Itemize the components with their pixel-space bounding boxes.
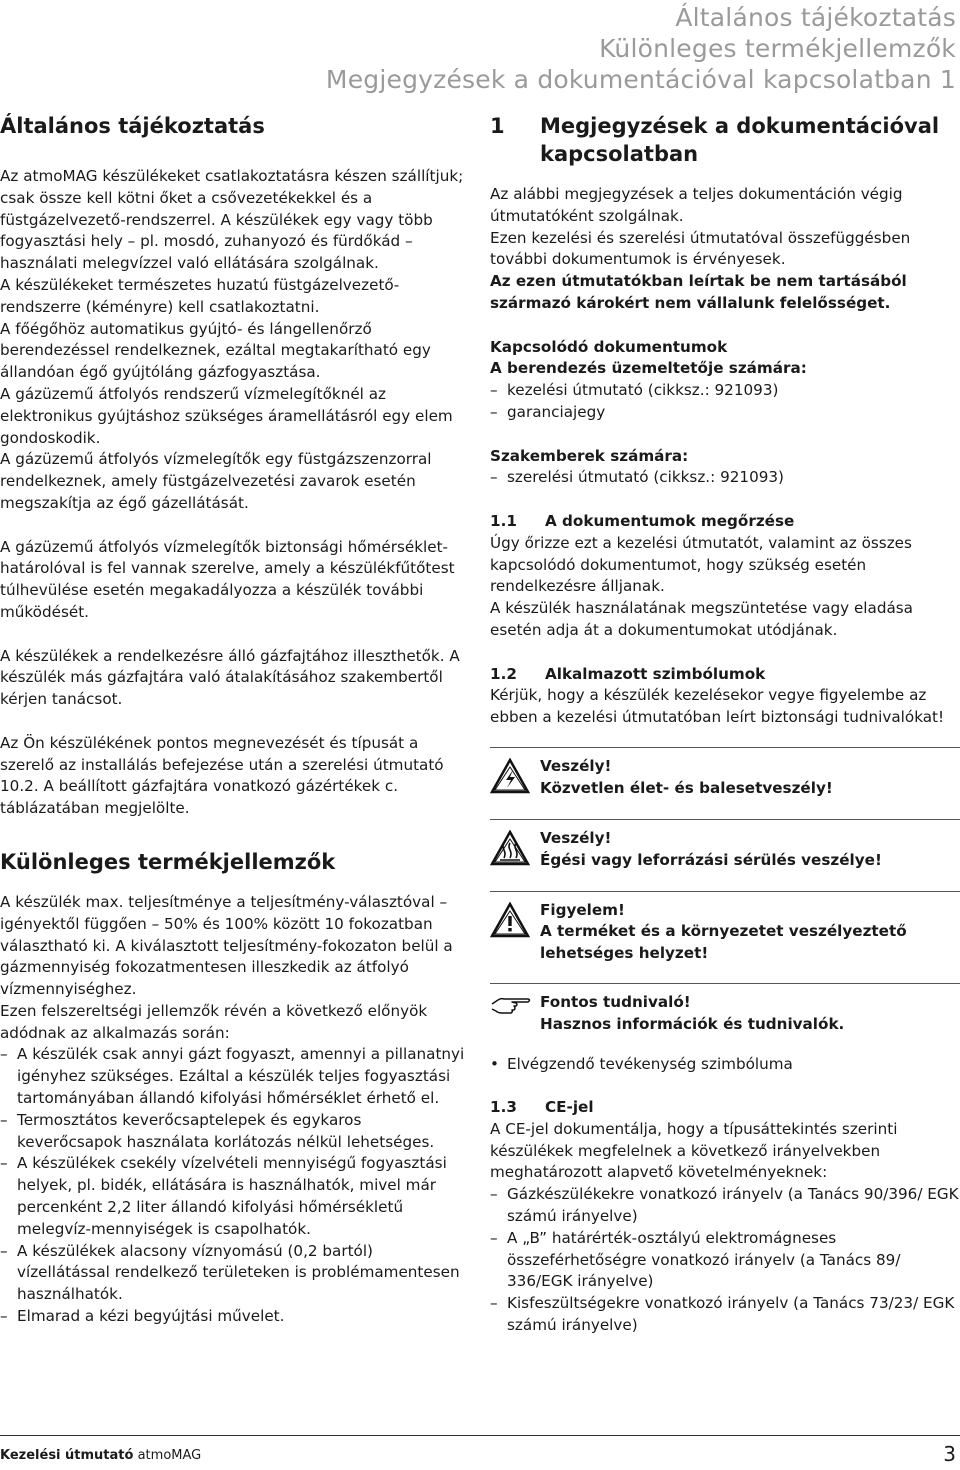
page-number: 3 <box>943 1442 956 1466</box>
related-docs-title: Kapcsolódó dokumentumok <box>490 337 728 356</box>
header-line-2: Különleges termékjellemzők <box>599 34 956 63</box>
paragraph: Az Ön készülékének pontos megnevezését és típusát a szerelő az installálás befejezése után a szerelési útmutató 10.2. A beállított gázfajtára vonatkozó gázértékek c. táblázatában megjelölte. <box>0 733 444 818</box>
exclamation-warning-icon <box>490 900 540 965</box>
paragraph: A készülékeket természetes huzatú füstgázelvezető-rendszerre (kéményre) kell csatlakoztatni. <box>0 275 400 316</box>
paragraph: A CE-jel dokumentálja, hogy a típusáttekintés szerinti készülékek megfelelnek a következő irányelvekben meghatározott alapvető követelményeknek: <box>490 1119 898 1182</box>
list-item: – A készülékek csekély vízelvételi mennyiségű fogyasztási helyek, pl. bidék, ellátására is használhatók, mivel már percenként 2,2 liter állandó kifolyási hőmérsékletű melegvíz-mennyiségek is csapolhatók. <box>0 1154 447 1238</box>
paragraph: A főégőhöz automatikus gyújtó- és lángellenőrző berendezéssel rendelkeznek, ezáltal megtakarítható egy állandóan égő gyújtóláng gázfogyasztása. <box>0 319 431 382</box>
list-item: – kezelési útmutató (cikksz.: 921093) <box>490 381 779 400</box>
header-line-3: Megjegyzések a dokumentációval kapcsolatban 1 <box>325 65 956 94</box>
warning-electric: Veszély! Közvetlen élet- és balesetveszély! <box>490 747 960 801</box>
paragraph: A gázüzemű átfolyós rendszerű vízmelegítőknél az elektronikus gyújtáshoz szükséges áramellátásról egy elem gondoskodik. <box>0 384 453 447</box>
section-title-general: Általános tájékoztatás <box>0 114 265 138</box>
list-item: – A „B” határérték-osztályú elektromágneses összeférhetőségre vonatkozó irányelv (a Tanács 89/ 336/EGK irányelve) <box>490 1228 901 1291</box>
list-item: – szerelési útmutató (cikksz.: 921093) <box>490 468 784 487</box>
paragraph: Ezen kezelési és szerelési útmutatóval összefüggésben további dokumentumok is érvényesek. <box>490 228 911 269</box>
list-item: – A készülékek alacsony víznyomású (0,2 bartól) vízellátással rendelkező területeken is problémamentesen használhatók. <box>0 1241 460 1304</box>
list-item: – A készülék csak annyi gázt fogyaszt, amennyi a pillanatnyi igényhez szükséges. Ezáltal a készülék teljes fogyasztási tartományában állandó kifolyási hőmérséklet érhető el. <box>0 1045 465 1108</box>
paragraph: Ezen felszereltségi jellemzők révén a következő előnyök adódnak az alkalmazás során: <box>0 1001 428 1042</box>
important-note: Fontos tudnivaló! Hasznos információk és tudnivalók. <box>490 983 960 1036</box>
advantages-list <box>0 1044 470 1327</box>
paragraph: A készülékek a rendelkezésre álló gázfajtához illeszthetők. A készülék más gázfajtára való átalakításához szakembertől kérjen tanácsot. <box>0 646 460 709</box>
electric-shock-warning-icon <box>490 756 540 801</box>
user-docs-title: A berendezés üzemeltetője számára: <box>490 359 807 378</box>
list-item: • Elvégzendő tevékenység szimbóluma <box>490 1054 793 1073</box>
paragraph: A gázüzemű átfolyós vízmelegítők biztonsági hőmérséklet-határolóval is fel vannak szerelve, amely a készülékfűtőtest túlhevülése esetén megakadályozza a készülék további működését. <box>0 537 455 621</box>
left-column <box>0 112 470 1328</box>
header-line-1: Általános tájékoztatás <box>675 3 956 32</box>
chapter-heading <box>490 112 960 168</box>
section-heading-1-2: 1.2 Alkalmazott szimbólumok <box>490 664 766 683</box>
paragraph: Az atmoMAG készülékeket csatlakoztatásra készen szállítjuk; csak össze kell kötni őket a csővezetékekkel és a füstgázelvezető-rendszerrel. A készülékek egy vagy több fogyasztási hely – pl. mosdó, zuhanyozó és fürdőkád – használati melegvízzel való ellátására szolgálnak. <box>0 167 464 273</box>
footer-label: Kezelési útmutató atmoMAG <box>0 1448 202 1463</box>
hot-surface-warning-icon <box>490 828 540 873</box>
paragraph: A készülék használatának megszüntetése vagy eladása esetén adja át a dokumentumokat utódjának. <box>490 599 913 639</box>
paragraph: Úgy őrizze ezt a kezelési útmutatót, valamint az összes kapcsolódó dokumentumot, hogy szükség esetén rendelkezésre álljanak. <box>490 533 912 596</box>
list-item: – Elmarad a kézi begyújtási művelet. <box>0 1307 285 1326</box>
warning-caution: Figyelem! A terméket és a környezetet veszélyeztető lehetséges helyzet! <box>490 891 960 965</box>
list-item: – Kisfeszültségekre vonatkozó irányelv (a Tanács 73/23/ EGK számú irányelve) <box>490 1294 955 1335</box>
paragraph: A gázüzemű átfolyós vízmelegítők egy füstgázszenzorral rendelkeznek, amely füstgázelvezetési zavarok esetén megszakítja az égő gázellátását. <box>0 450 432 512</box>
list-item: – garanciajegy <box>490 402 606 421</box>
running-header <box>326 2 956 95</box>
section-title-features: Különleges termékjellemzők <box>0 849 336 874</box>
pro-docs-title: Szakemberek számára: <box>490 446 689 465</box>
chapter-title: Megjegyzések a dokumentációval kapcsolatban <box>540 114 940 166</box>
list-item: – Termosztátos keverőcsaptelepek és egykaros keverőcsapok használata korlátozás nélkül lehetséges. <box>0 1110 435 1151</box>
page-footer <box>0 1435 960 1466</box>
section-heading-1-1: 1.1 A dokumentumok megőrzése <box>490 511 795 530</box>
pointing-hand-icon <box>490 992 540 1036</box>
paragraph: Kérjük, hogy a készülék kezelésekor vegye figyelembe az ebben a kezelési útmutatóban leírt biztonsági tudnivalókat! <box>490 686 945 727</box>
section-heading-1-3: 1.3 CE-jel <box>490 1098 594 1117</box>
liability-note: Az ezen útmutatókban leírtak be nem tartásából származó károkért nem vállalunk felelősséget. <box>490 272 907 312</box>
paragraph: Az alábbi megjegyzések a teljes dokumentáción végig útmutatóként szolgálnak. <box>490 185 903 225</box>
warning-hot: Veszély! Égési vagy leforrázási sérülés veszélye! <box>490 819 960 873</box>
right-column <box>490 112 960 1337</box>
chapter-number: 1 <box>490 114 505 138</box>
list-item: – Gázkészülékekre vonatkozó irányelv (a Tanács 90/396/ EGK számú irányelve) <box>490 1185 959 1226</box>
paragraph: A készülék max. teljesítménye a teljesítmény-választóval – igényektől függően – 50% és 100% között 10 fokozatban választható ki. A kiválasztott teljesítmény-fokozaton belül a gázmennyiség fokozatmentesen illeszkedik az átfolyó vízmennyiséghez. <box>0 892 453 999</box>
